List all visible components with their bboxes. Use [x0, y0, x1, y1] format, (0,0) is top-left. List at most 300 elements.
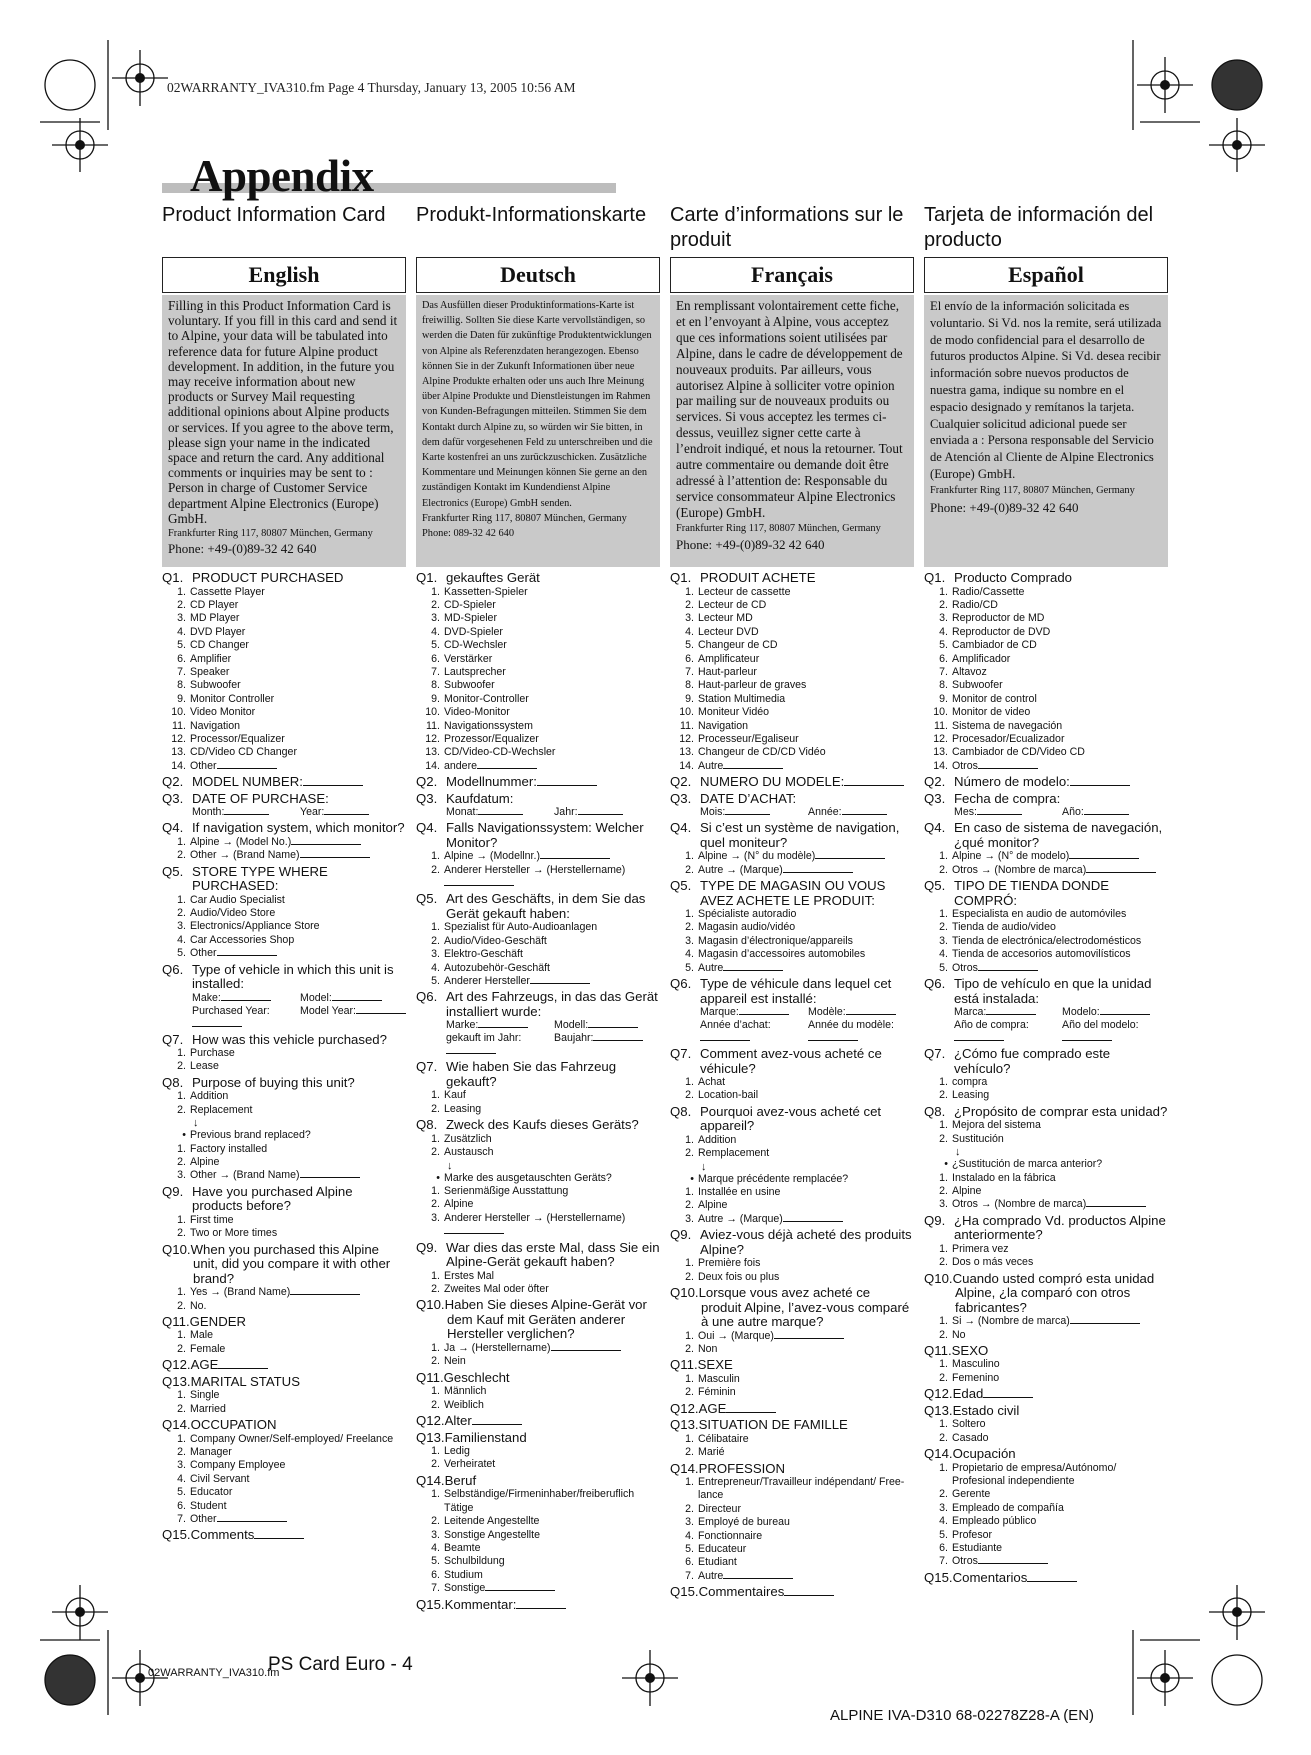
model-field[interactable]: [300, 992, 406, 1005]
option-item[interactable]: [416, 1582, 660, 1595]
option-item[interactable]: [162, 1446, 406, 1459]
option-item[interactable]: [924, 1542, 1168, 1555]
option-item[interactable]: [416, 1445, 660, 1458]
option-item[interactable]: [670, 666, 914, 679]
option-item[interactable]: [924, 1256, 1168, 1269]
option-item[interactable]: [162, 920, 406, 933]
fill-in-line[interactable]: [217, 947, 277, 956]
option-item[interactable]: [924, 760, 1168, 773]
option-item[interactable]: [416, 1185, 660, 1198]
fill-in-line[interactable]: [300, 1169, 360, 1178]
option-number: 3.: [431, 1211, 440, 1224]
option-item[interactable]: [924, 1076, 1168, 1089]
option-item[interactable]: [670, 1530, 914, 1543]
option-item[interactable]: [924, 626, 1168, 639]
model-year-field[interactable]: [808, 1019, 914, 1045]
fill-in-line[interactable]: [478, 806, 523, 815]
option-item[interactable]: [416, 1212, 660, 1239]
option-item[interactable]: [416, 599, 660, 612]
option-item[interactable]: [670, 1076, 914, 1089]
option-item[interactable]: [162, 934, 406, 947]
option-item[interactable]: [162, 1156, 406, 1169]
fill-in-line[interactable]: [1086, 864, 1156, 873]
fill-in-line[interactable]: [290, 1286, 360, 1295]
option-item[interactable]: [416, 1089, 660, 1102]
option-item[interactable]: [162, 1403, 406, 1416]
option-item[interactable]: [670, 720, 914, 733]
option-number: 13.: [425, 746, 440, 759]
option-label: MD-Spieler: [444, 612, 497, 625]
fill-in-line[interactable]: [723, 962, 783, 971]
fill-in-line[interactable]: [739, 1006, 789, 1015]
option-item[interactable]: [924, 1198, 1168, 1211]
option-number: 1.: [685, 1372, 694, 1385]
option-item[interactable]: [162, 1060, 406, 1073]
option-number: 4.: [939, 1515, 948, 1528]
option-item[interactable]: [924, 733, 1168, 746]
fill-in-line[interactable]: [1069, 850, 1139, 859]
option-number: 5.: [177, 1486, 186, 1499]
fill-in-line[interactable]: [1086, 1198, 1146, 1207]
option-item[interactable]: [416, 864, 660, 891]
option-item[interactable]: [670, 1089, 914, 1102]
option-item[interactable]: [416, 612, 660, 625]
fill-in-line[interactable]: [774, 1330, 844, 1339]
option-item[interactable]: [670, 1476, 914, 1503]
option-number: 2.: [431, 1102, 440, 1115]
fill-in-line[interactable]: [1100, 1006, 1150, 1015]
fill-in-line[interactable]: [986, 1006, 1036, 1015]
option-label: Car Accessories Shop: [190, 933, 295, 946]
option-item[interactable]: [162, 666, 406, 679]
option-item[interactable]: [162, 1169, 406, 1182]
option-label: Autre: [698, 759, 724, 772]
fill-in-line[interactable]: [477, 760, 537, 769]
option-item[interactable]: [924, 1089, 1168, 1102]
model-year-field[interactable]: [1062, 1019, 1168, 1045]
option-item[interactable]: [416, 1385, 660, 1398]
fill-in-line[interactable]: [1070, 1315, 1140, 1324]
option-item[interactable]: [924, 948, 1168, 961]
option-item[interactable]: [162, 1473, 406, 1486]
option-item[interactable]: [670, 733, 914, 746]
option-item[interactable]: [670, 1373, 914, 1386]
option-item[interactable]: [670, 1147, 914, 1160]
option-item[interactable]: [416, 1555, 660, 1568]
option-item[interactable]: [670, 586, 914, 599]
option-item[interactable]: [416, 1529, 660, 1542]
option-item[interactable]: [924, 908, 1168, 921]
option-item[interactable]: [670, 1271, 914, 1284]
fill-in-line[interactable]: [783, 864, 853, 873]
question-1: [670, 571, 914, 586]
option-item[interactable]: [162, 746, 406, 759]
fill-in-line[interactable]: [551, 1342, 621, 1351]
option-item[interactable]: [162, 693, 406, 706]
option-item[interactable]: [670, 1213, 914, 1226]
option-item[interactable]: [162, 612, 406, 625]
option-item[interactable]: [924, 864, 1168, 877]
model-year-field[interactable]: [554, 1032, 660, 1058]
option-item[interactable]: [162, 1329, 406, 1342]
option-item[interactable]: [924, 720, 1168, 733]
fill-in-line[interactable]: [530, 975, 590, 984]
option-item[interactable]: [162, 1286, 406, 1299]
option-item[interactable]: [670, 962, 914, 975]
option-item[interactable]: [416, 693, 660, 706]
option-item[interactable]: [162, 1433, 406, 1446]
year-field[interactable]: [300, 806, 406, 819]
option-item[interactable]: [670, 706, 914, 719]
option-item[interactable]: [416, 666, 660, 679]
option-item[interactable]: [670, 693, 914, 706]
option-number: 1.: [431, 1132, 440, 1145]
intro-text-box: [162, 295, 406, 567]
option-item[interactable]: [670, 746, 914, 759]
make-field[interactable]: [446, 1019, 554, 1032]
option-label: Etudiant: [698, 1556, 737, 1569]
question-text: Estado civil: [952, 1402, 1020, 1418]
fill-in-line[interactable]: [808, 1032, 858, 1041]
option-item[interactable]: [162, 679, 406, 692]
option-item[interactable]: [162, 760, 406, 773]
question-text: When you purchased this Alpine unit, did you compare it with other brand?: [190, 1241, 391, 1286]
fill-in-line[interactable]: [221, 992, 271, 1001]
option-item[interactable]: [416, 586, 660, 599]
option-item[interactable]: [416, 1399, 660, 1412]
fill-in-line[interactable]: [1027, 1573, 1077, 1582]
option-item[interactable]: [162, 1459, 406, 1472]
option-number: 5.: [177, 639, 186, 652]
option-item[interactable]: [670, 679, 914, 692]
option-item[interactable]: [416, 1542, 660, 1555]
option-item[interactable]: [162, 1227, 406, 1240]
fill-in-line[interactable]: [844, 777, 904, 786]
option-item[interactable]: [416, 1355, 660, 1368]
option-item[interactable]: [416, 975, 660, 988]
option-item[interactable]: [416, 1569, 660, 1582]
option-label: Soltero: [952, 1418, 986, 1431]
purchased-year-field[interactable]: [446, 1032, 554, 1058]
option-item[interactable]: [162, 1486, 406, 1499]
option-item[interactable]: [416, 1270, 660, 1283]
fill-in-line[interactable]: [324, 806, 369, 815]
fill-in-line[interactable]: [1070, 777, 1130, 786]
model-field[interactable]: [1062, 1006, 1168, 1019]
fill-in-line[interactable]: [723, 1570, 793, 1579]
option-item[interactable]: [924, 612, 1168, 625]
option-item[interactable]: [924, 1488, 1168, 1501]
option-item[interactable]: [162, 586, 406, 599]
fill-in-line[interactable]: [478, 1019, 528, 1028]
fill-in-line[interactable]: [1062, 1032, 1112, 1041]
option-item[interactable]: [162, 907, 406, 920]
option-item[interactable]: [670, 850, 914, 863]
fill-in-line[interactable]: [217, 760, 277, 769]
option-item[interactable]: [162, 653, 406, 666]
option-item[interactable]: [924, 921, 1168, 934]
option-item[interactable]: [162, 1500, 406, 1513]
option-item[interactable]: [670, 1343, 914, 1356]
fill-in-line[interactable]: [842, 806, 887, 815]
question-text: Número de modelo:: [954, 774, 1070, 790]
option-label: Other: [190, 947, 217, 960]
option-item[interactable]: [924, 599, 1168, 612]
fill-in-line[interactable]: [977, 806, 1022, 815]
option-item[interactable]: [670, 1556, 914, 1569]
option-item[interactable]: [416, 1515, 660, 1528]
option-item[interactable]: [162, 1214, 406, 1227]
option-item[interactable]: [416, 1146, 660, 1159]
option-item[interactable]: [924, 1185, 1168, 1198]
option-item[interactable]: [924, 1462, 1168, 1489]
fill-in-line[interactable]: [593, 1032, 643, 1041]
fill-in-line[interactable]: [784, 1587, 834, 1596]
option-item[interactable]: [162, 1343, 406, 1356]
fill-in-line[interactable]: [446, 1045, 496, 1054]
option-item[interactable]: [162, 836, 406, 849]
fill-in-line[interactable]: [783, 1213, 843, 1222]
question-text: Alter: [444, 1413, 472, 1429]
option-item[interactable]: [416, 720, 660, 733]
option-number: 6.: [939, 652, 948, 665]
fill-in-line[interactable]: [217, 1513, 287, 1522]
option-item[interactable]: [924, 1329, 1168, 1342]
month-field[interactable]: [446, 806, 554, 819]
option-item[interactable]: [162, 1300, 406, 1313]
option-item[interactable]: [416, 1342, 660, 1355]
option-item[interactable]: [670, 760, 914, 773]
model-field[interactable]: [808, 1006, 914, 1019]
option-number: 4.: [685, 1529, 694, 1542]
fill-in-line[interactable]: [700, 1032, 750, 1041]
option-item[interactable]: [670, 1570, 914, 1583]
fill-in-line[interactable]: [846, 1006, 896, 1015]
fill-in-line[interactable]: [815, 850, 885, 859]
option-item[interactable]: [416, 746, 660, 759]
fill-in-line[interactable]: [725, 806, 770, 815]
option-item[interactable]: [162, 720, 406, 733]
fill-in-line[interactable]: [444, 1225, 504, 1234]
option-item[interactable]: [416, 921, 660, 934]
option-item[interactable]: [924, 1502, 1168, 1515]
option-item[interactable]: [924, 1119, 1168, 1132]
fill-in-line[interactable]: [472, 1416, 522, 1425]
purchased-year-field[interactable]: [192, 1005, 300, 1031]
option-item[interactable]: [670, 1543, 914, 1556]
option-item[interactable]: [162, 733, 406, 746]
year-field[interactable]: [808, 806, 914, 819]
make-field[interactable]: [700, 1006, 808, 1019]
option-item[interactable]: [924, 1555, 1168, 1568]
option-number: 1.: [431, 1385, 440, 1398]
month-field[interactable]: [954, 806, 1062, 819]
fill-in-line[interactable]: [954, 1032, 1004, 1041]
option-item[interactable]: [924, 586, 1168, 599]
fill-in-line[interactable]: [588, 1019, 638, 1028]
option-item[interactable]: [924, 1529, 1168, 1542]
year-field[interactable]: [554, 806, 660, 819]
fill-in-line[interactable]: [444, 877, 514, 886]
question-number: Q10.: [416, 1297, 445, 1313]
bullet-icon: •: [182, 1129, 186, 1142]
option-item[interactable]: [162, 1047, 406, 1060]
option-item[interactable]: [416, 626, 660, 639]
question-3: [670, 792, 914, 807]
option-item[interactable]: [670, 1134, 914, 1147]
option-item[interactable]: [670, 1446, 914, 1459]
option-item[interactable]: [162, 599, 406, 612]
option-item[interactable]: [670, 948, 914, 961]
option-item[interactable]: [162, 626, 406, 639]
option-item[interactable]: [924, 1133, 1168, 1146]
fill-in-line[interactable]: [356, 1005, 406, 1014]
option-number: 1.: [939, 585, 948, 598]
question-15: [924, 1571, 1168, 1586]
option-number: 1.: [939, 1119, 948, 1132]
fill-in-line[interactable]: [1084, 806, 1129, 815]
make-field[interactable]: [954, 1006, 1062, 1019]
option-item[interactable]: [162, 1090, 406, 1103]
option-item[interactable]: [416, 733, 660, 746]
option-item[interactable]: [924, 1243, 1168, 1256]
option-item[interactable]: [416, 1198, 660, 1211]
option-label: Subwoofer: [952, 679, 1003, 692]
purchased-year-field[interactable]: [954, 1019, 1062, 1045]
fill-in-line[interactable]: [726, 1404, 776, 1413]
option-item[interactable]: [670, 1503, 914, 1516]
question-number: Q6.: [670, 976, 692, 992]
footer-product-code: ALPINE IVA-D310 68-02278Z28-A (EN): [830, 1707, 1095, 1724]
option-item[interactable]: [670, 1516, 914, 1529]
option-item[interactable]: [670, 935, 914, 948]
model-year-field[interactable]: [300, 1005, 406, 1031]
option-item[interactable]: [670, 653, 914, 666]
option-item[interactable]: [924, 1315, 1168, 1328]
option-item[interactable]: [416, 1133, 660, 1146]
fill-in-line[interactable]: [254, 1530, 304, 1539]
option-item[interactable]: [670, 599, 914, 612]
month-field[interactable]: [192, 806, 300, 819]
option-item[interactable]: [924, 1418, 1168, 1431]
fill-in-line[interactable]: [300, 849, 370, 858]
fill-in-line[interactable]: [978, 760, 1038, 769]
option-item[interactable]: [924, 666, 1168, 679]
option-item[interactable]: [162, 706, 406, 719]
option-item[interactable]: [924, 935, 1168, 948]
option-label: Kauf: [444, 1089, 466, 1102]
option-item[interactable]: [924, 962, 1168, 975]
option-item[interactable]: [924, 639, 1168, 652]
option-item[interactable]: [162, 894, 406, 907]
option-item[interactable]: [670, 1386, 914, 1399]
option-item[interactable]: [924, 1172, 1168, 1185]
fill-in-line[interactable]: [978, 1555, 1048, 1564]
option-item[interactable]: [670, 864, 914, 877]
option-item[interactable]: [924, 1432, 1168, 1445]
fill-in-line[interactable]: [540, 850, 610, 859]
fill-in-line[interactable]: [192, 1018, 242, 1027]
option-item[interactable]: [924, 693, 1168, 706]
fill-in-line[interactable]: [485, 1582, 555, 1591]
option-item[interactable]: [162, 1143, 406, 1156]
month-field[interactable]: [700, 806, 808, 819]
option-item[interactable]: [416, 948, 660, 961]
option-item[interactable]: [416, 706, 660, 719]
option-item[interactable]: [670, 1257, 914, 1270]
option-item[interactable]: [162, 1513, 406, 1526]
fill-in-line[interactable]: [983, 1389, 1033, 1398]
option-item[interactable]: [162, 849, 406, 862]
option-item[interactable]: [416, 962, 660, 975]
option-item[interactable]: [924, 850, 1168, 863]
year-field[interactable]: [1062, 806, 1168, 819]
option-item[interactable]: [416, 850, 660, 863]
option-item[interactable]: [416, 1283, 660, 1296]
option-item[interactable]: [670, 1433, 914, 1446]
make-field[interactable]: [192, 992, 300, 1005]
option-item[interactable]: [416, 935, 660, 948]
option-item[interactable]: [924, 679, 1168, 692]
option-item[interactable]: [670, 612, 914, 625]
option-item[interactable]: [670, 1186, 914, 1199]
fill-in-line[interactable]: [537, 777, 597, 786]
option-item[interactable]: [416, 679, 660, 692]
fill-in-line[interactable]: [516, 1600, 566, 1609]
fill-in-line[interactable]: [978, 962, 1038, 971]
option-number: 2.: [685, 1147, 694, 1160]
option-item[interactable]: [162, 1389, 406, 1402]
fill-in-line[interactable]: [723, 760, 783, 769]
phone: Phone: +49-(0)89-32 42 640: [168, 541, 317, 557]
question-9: [162, 1185, 406, 1214]
option-item[interactable]: [924, 1515, 1168, 1528]
option-item[interactable]: [670, 921, 914, 934]
option-item[interactable]: [924, 706, 1168, 719]
fill-in-line[interactable]: [224, 806, 269, 815]
option-item[interactable]: [162, 947, 406, 960]
option-item[interactable]: [670, 1199, 914, 1212]
option-item[interactable]: [162, 1104, 406, 1117]
fill-in-line[interactable]: [332, 992, 382, 1001]
option-label: CD Changer: [190, 639, 249, 652]
fill-in-line[interactable]: [291, 836, 361, 845]
option-number: 5.: [431, 639, 440, 652]
option-item[interactable]: [416, 653, 660, 666]
option-item[interactable]: [670, 626, 914, 639]
option-label: MD Player: [190, 612, 240, 625]
model-field[interactable]: [554, 1019, 660, 1032]
option-item[interactable]: [924, 1372, 1168, 1385]
option-item[interactable]: [924, 653, 1168, 666]
option-item[interactable]: [670, 639, 914, 652]
option-item[interactable]: [924, 1358, 1168, 1371]
option-item[interactable]: [670, 908, 914, 921]
fill-in-line[interactable]: [218, 1360, 268, 1369]
option-item[interactable]: [670, 1330, 914, 1343]
option-item[interactable]: [416, 1488, 660, 1515]
fill-in-line[interactable]: [578, 806, 623, 815]
option-item[interactable]: [416, 1458, 660, 1471]
option-item[interactable]: [416, 1103, 660, 1116]
option-number: 1.: [177, 1432, 186, 1445]
option-item[interactable]: [416, 760, 660, 773]
option-item[interactable]: [162, 639, 406, 652]
option-item[interactable]: [416, 639, 660, 652]
purchased-year-field[interactable]: [700, 1019, 808, 1045]
fill-in-line[interactable]: [303, 777, 363, 786]
option-item[interactable]: [924, 746, 1168, 759]
